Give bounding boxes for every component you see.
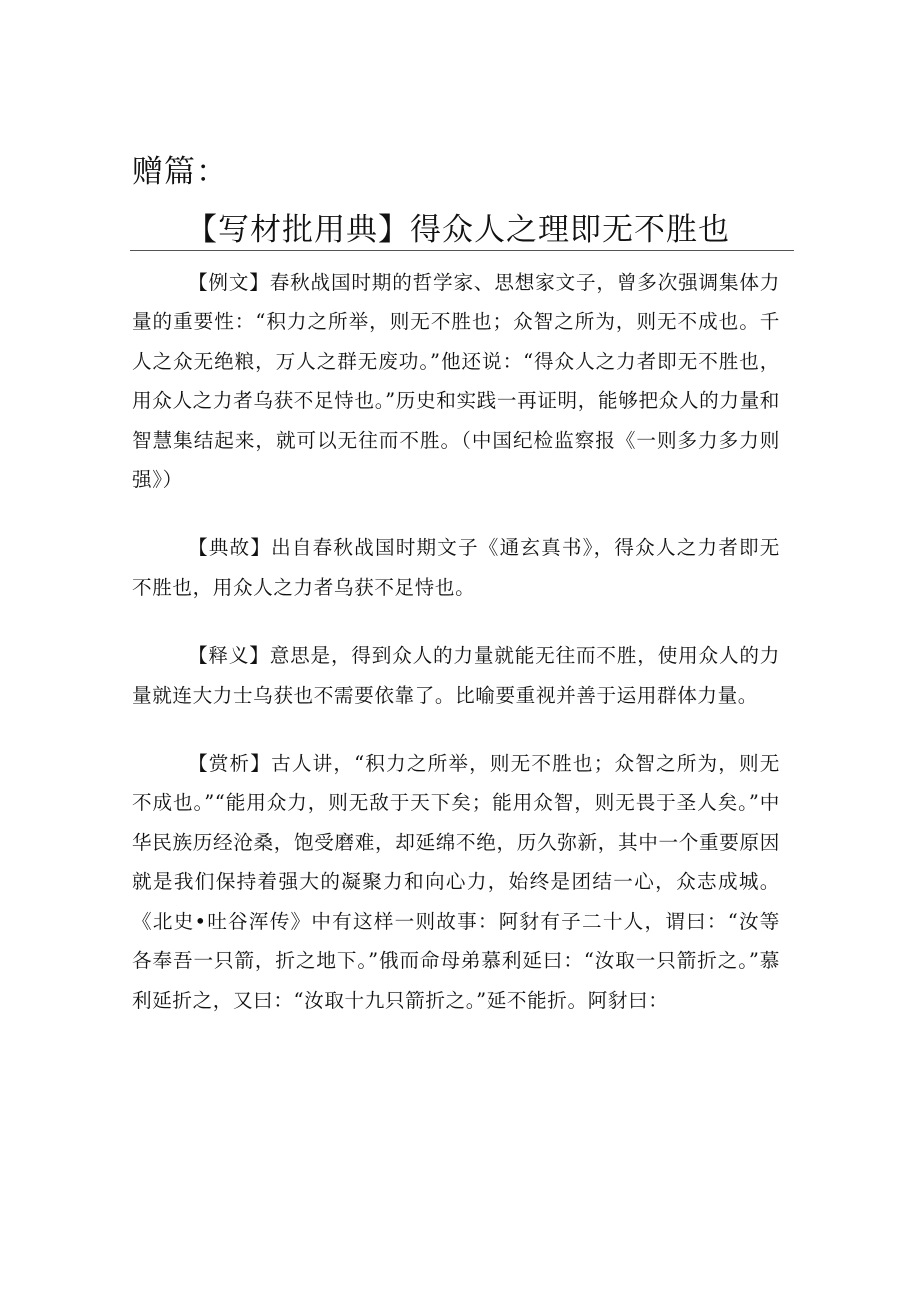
paragraph-text: 春秋战国时期的哲学家、思想家文子，曾多次强调集体力量的重要性：“积力之所举，则无不胜也；众智之所为，则无不成也。千人之众无绝粮，万人之群无废功。”他还说：“得众人之力者即无不胜也，用众人之力者乌获不足恃也。”历史和实践一再证明，能够把众人的力量和智慧集结起来，就可以无往而不胜。（中国纪检监察报《一则多力多力则强》） xyxy=(132,271,780,492)
title-underline xyxy=(130,250,794,251)
paragraph-text: 古人讲，“积力之所举，则无不胜也；众智之所为，则无不成也。”“能用众力，则无敌于天下矣；能用众智，则无畏于圣人矣。”中华民族历经沧桑，饱受磨难，却延绵不绝，历久弥新，其中一个重要原因就是我们保持着强大的凝聚力和向心力，始终是团结一心，众志成城。《北史•吐谷浑传》中有这样一则故事：阿豺有子二十人，谓曰：“汝等各奉吾一只箭，折之地下。”俄而命母弟慕利延曰：“汝取一只箭折之。”慕利延折之，又曰：“汝取十九只箭折之。”延不能折。阿豺曰： xyxy=(132,752,780,1012)
paragraph-label: 【赏析】 xyxy=(188,752,272,776)
paragraph-allusion xyxy=(132,528,780,607)
paragraph-example xyxy=(132,263,780,499)
paragraph-appreciation xyxy=(132,744,780,1020)
paragraph-text: 意思是，得到众人的力量就能无往而不胜，使用众人的力量就连大力士乌获也不需要依靠了。比喻要重视并善于运用群体力量。 xyxy=(132,644,780,707)
page-title: 【写材批用典】得众人之理即无不胜也 xyxy=(186,212,730,248)
article-body xyxy=(132,263,780,1049)
section-heading: 赠篇： xyxy=(132,154,228,190)
paragraph-interpretation xyxy=(132,636,780,715)
paragraph-label: 【典故】 xyxy=(188,536,272,560)
paragraph-label: 【例文】 xyxy=(188,271,270,294)
paragraph-text: 出自春秋战国时期文子《通玄真书》，得众人之力者即无不胜也，用众人之力者乌获不足恃也。 xyxy=(132,536,780,599)
paragraph-label: 【释义】 xyxy=(188,644,270,668)
